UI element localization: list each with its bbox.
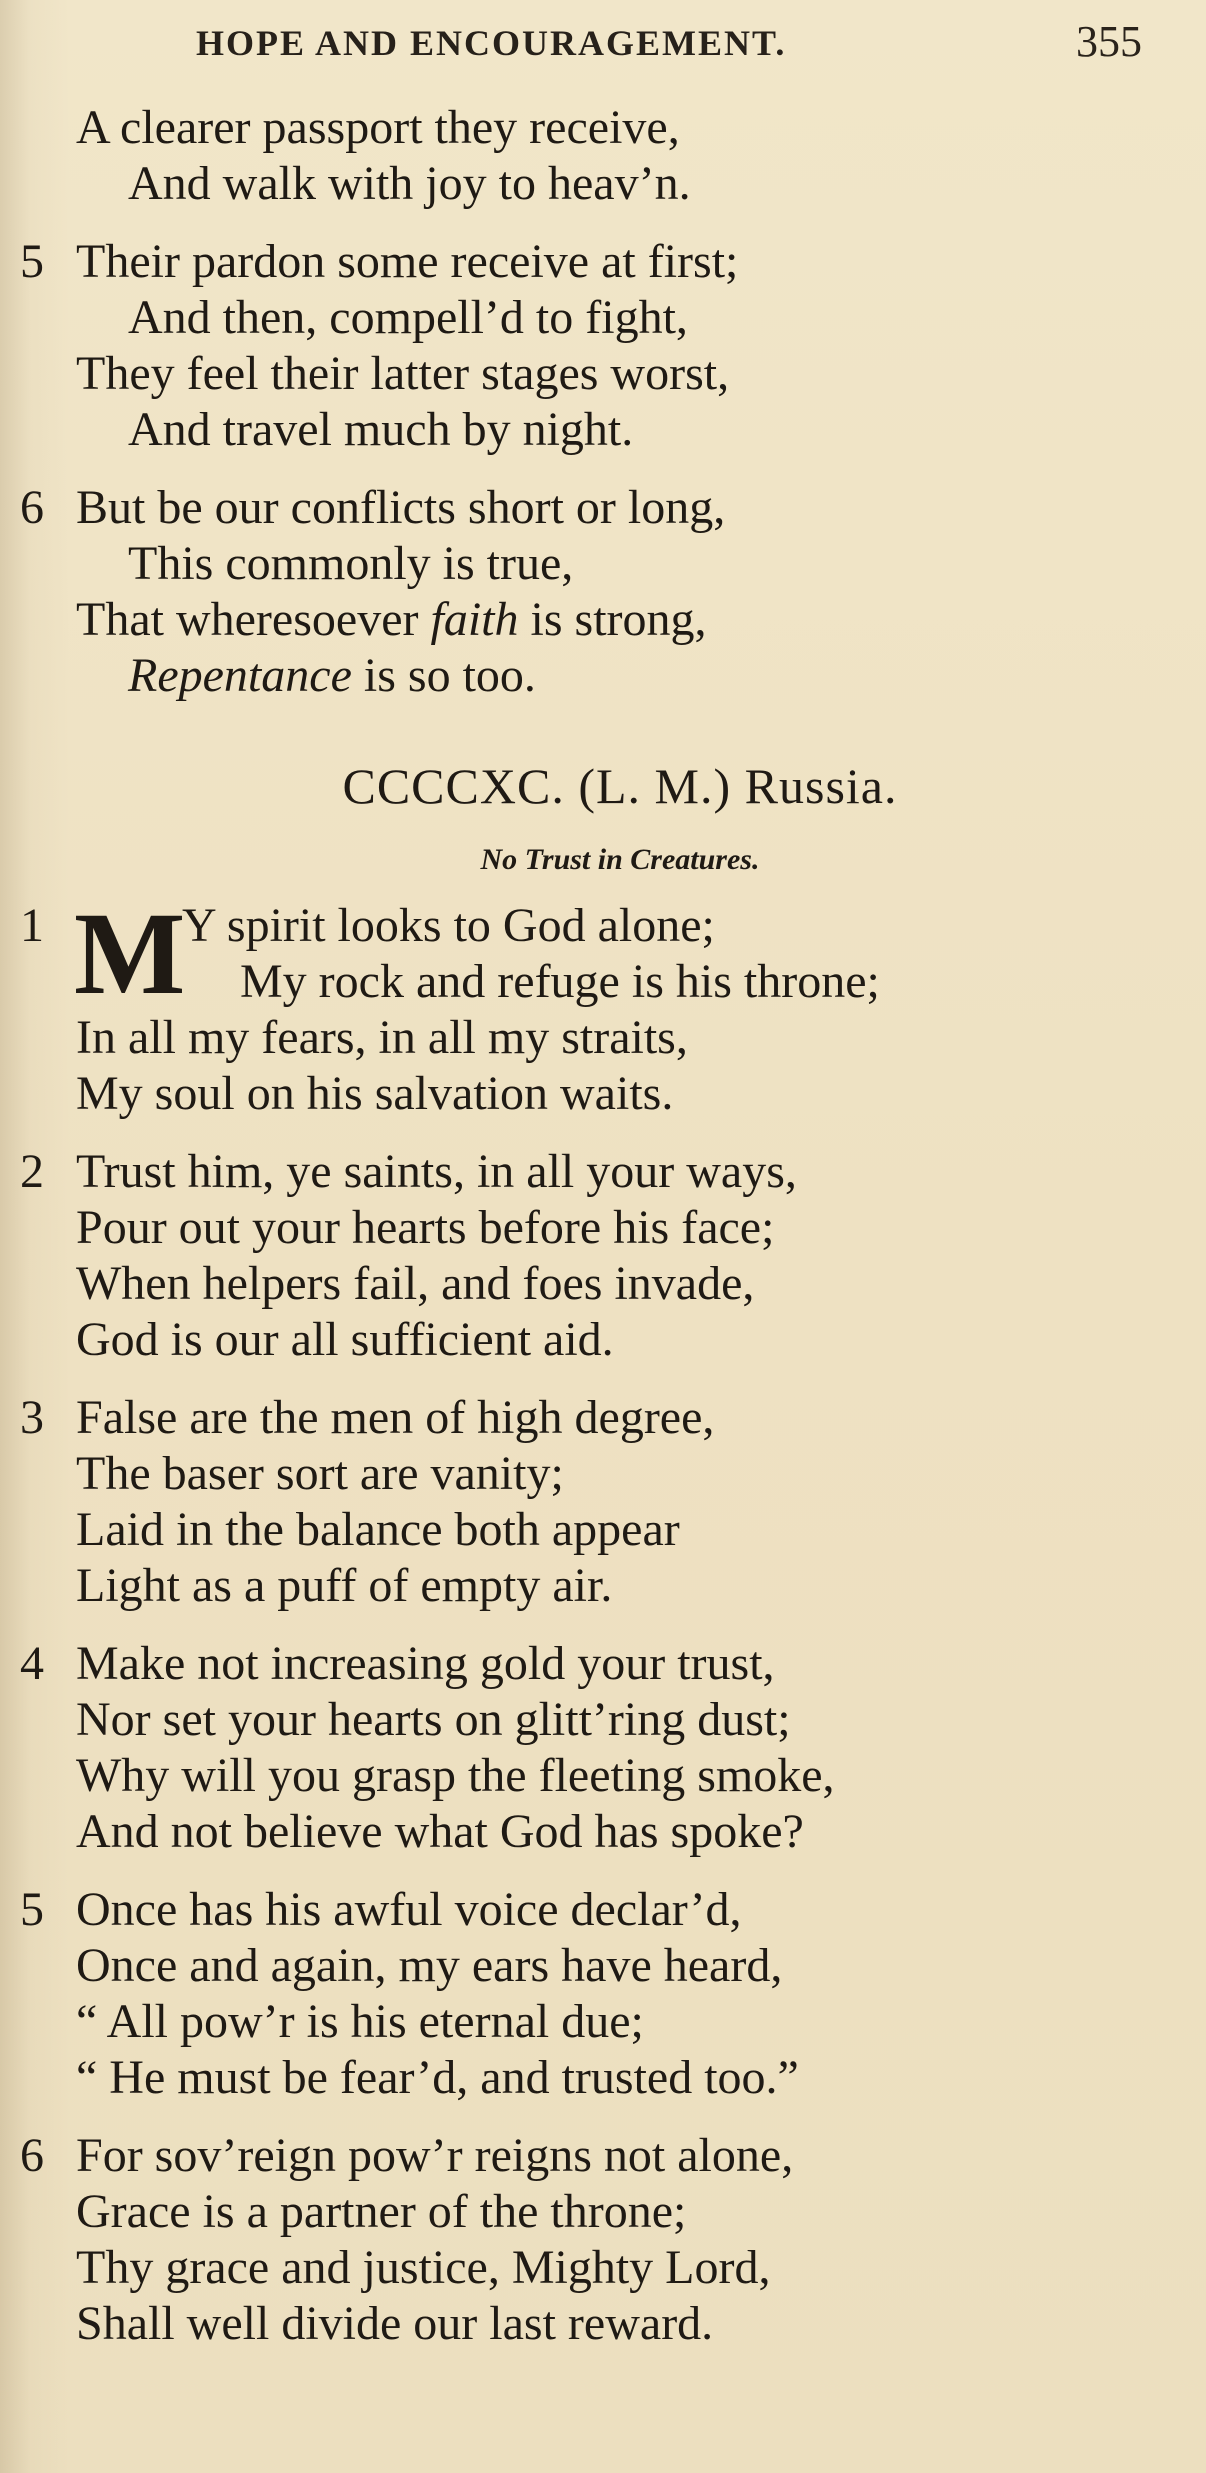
stanza [20,1882,1190,2106]
drop-cap: M [74,888,186,1019]
verse-line: Once and again, my ears have heard, [76,1939,783,1992]
verse-line: Laid in the balance both appear [76,1503,680,1556]
verse-number: 5 [20,1883,44,1936]
stanza [20,234,1190,458]
italic-word: faith [430,593,519,646]
verse-line: Why will you grasp the fleeting smoke, [76,1749,835,1802]
verse-line: God is our all sufficient aid. [76,1313,614,1366]
verse-line: Light as a puff of empty air. [76,1559,613,1612]
stanza [20,1390,1190,1614]
verse-text: is strong, [518,593,707,646]
verse-text: Y spirit looks to God alone; [182,899,715,952]
page-number: 355 [1076,17,1142,66]
verse-text: is so too. [351,649,536,702]
stanza [20,1636,1190,1860]
verse-line: And then, compell’d to fight, [128,291,688,344]
verse-line: Grace is a partner of the throne; [76,2185,687,2238]
verse-line [20,898,1190,954]
verse-number: 5 [20,235,44,288]
verse-line: And walk with joy to heav’n. [128,157,691,210]
verse-line: My soul on his salvation waits. [76,1067,674,1120]
verse-line: The baser sort are vanity; [76,1447,564,1500]
verse-line: Their pardon some receive at first; [76,235,739,288]
verse-line: For sov’reign pow’r reigns not alone, [76,2129,794,2182]
verse-number: 4 [20,1637,44,1690]
verse-number: 3 [20,1391,44,1444]
page-content [20,100,1190,2374]
hymn-title: CCCCXC. (L. M.) Russia. [342,758,898,814]
stanza [20,888,1190,1122]
verse-line: My rock and refuge is his throne; [240,955,880,1008]
verse-line: Once has his awful voice declar’d, [76,1883,742,1936]
verse-line: “ He must be fear’d, and trusted too.” [76,2051,799,2104]
stanza [20,2128,1190,2352]
verse-line [20,648,1190,704]
running-head: HOPE AND ENCOURAGEMENT. [196,23,787,63]
verse-number: 6 [20,481,44,534]
italic-word: Repentance [128,649,352,702]
verse-number: 1 [20,899,44,952]
verse-line: Shall well divide our last reward. [76,2297,714,2350]
stanza [20,1144,1190,1368]
page-header [0,17,1206,72]
verse-text: That wheresoever [76,593,431,646]
verse-line: When helpers fail, and foes invade, [76,1257,755,1310]
verse-line: Make not increasing gold your trust, [76,1637,775,1690]
verse-line: Nor set your hearts on glitt’ring dust; [76,1693,791,1746]
verse-line: Pour out your hearts before his face; [76,1201,775,1254]
hymn-subtitle: No Trust in Creatures. [480,843,760,876]
verse-line: This commonly is true, [128,537,574,590]
verse-line [20,592,1190,648]
verse-line: A clearer passport they receive, [76,101,680,154]
verse-line: And travel much by night. [128,403,634,456]
verse-number: 2 [20,1145,44,1198]
verse-line: They feel their latter stages worst, [76,347,730,400]
verse-line: “ All pow’r is his eternal due; [76,1995,644,2048]
verse-line: But be our conflicts short or long, [76,481,726,534]
stanza [20,100,1190,212]
verse-line: And not believe what God has spoke? [76,1805,804,1858]
verse-line: Thy grace and justice, Mighty Lord, [76,2241,771,2294]
verse-line: In all my fears, in all my straits, [76,1011,688,1064]
stanza [20,480,1190,704]
verse-line: Trust him, ye saints, in all your ways, [76,1145,797,1198]
verse-number: 6 [20,2129,44,2182]
verse-line: False are the men of high degree, [76,1391,715,1444]
